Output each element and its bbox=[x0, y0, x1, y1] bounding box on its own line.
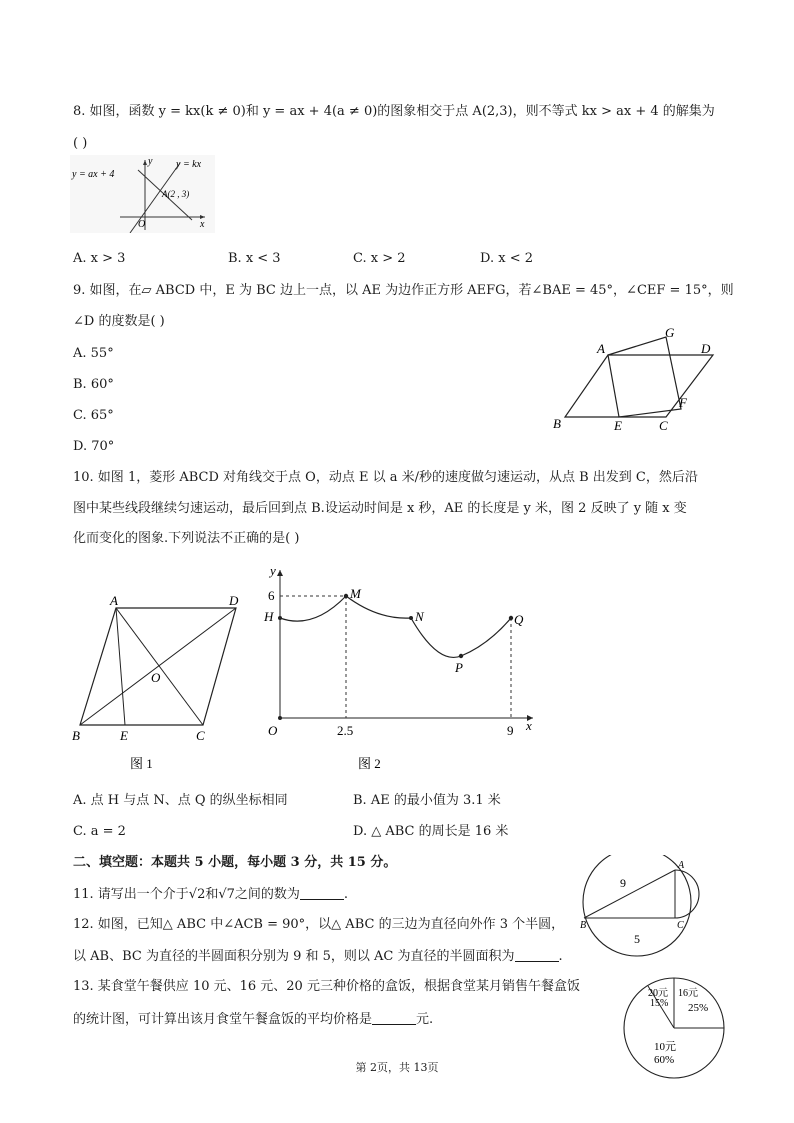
q10-fig1-b: B bbox=[72, 728, 80, 743]
q10-fig1-caption: 图 1 bbox=[130, 756, 153, 771]
q13-answer-blank[interactable] bbox=[372, 1010, 416, 1025]
q13-pie-pct-16: 25% bbox=[688, 1002, 709, 1014]
q13-pie-label-10: 10元 bbox=[654, 1041, 676, 1053]
q8-option-a: A. x > 3 bbox=[73, 251, 126, 266]
q12-line2 bbox=[73, 947, 563, 966]
q10-fig2-tick-x2: 9 bbox=[507, 723, 514, 738]
q12-line1: 12. 如图，已知△ ABC 中∠ACB = 90°，以△ ABC 的三边为直径向外作 3 个半圆， bbox=[73, 917, 565, 932]
q13-unit: 元. bbox=[416, 1012, 434, 1027]
q10-fig1 bbox=[68, 590, 253, 775]
q10-option-d: D. △ ABC 的周长是 16 米 bbox=[353, 824, 509, 839]
q9-option-b: B. 60° bbox=[73, 377, 114, 392]
q10-fig2-caption: 图 2 bbox=[358, 756, 381, 771]
q10-fig2-m: M bbox=[350, 586, 361, 601]
q10-fig1-c: C bbox=[196, 728, 205, 743]
q12-figure bbox=[580, 855, 725, 965]
q10-option-c: C. a = 2 bbox=[73, 824, 126, 839]
q11-line bbox=[73, 885, 348, 904]
page-footer: 第 2页，共 13页 bbox=[355, 1061, 439, 1074]
q11-answer-blank[interactable] bbox=[300, 885, 344, 900]
q9-figure bbox=[548, 322, 728, 437]
q10-fig2-origin: O bbox=[268, 723, 278, 738]
q10-fig2-p: P bbox=[455, 660, 463, 675]
q10-option-a: A. 点 H 与点 N、点 Q 的纵坐标相同 bbox=[73, 793, 288, 808]
q10-fig2-n: N bbox=[415, 609, 424, 624]
q10-fig1-d: D bbox=[229, 593, 239, 608]
q9-label-c: C bbox=[659, 418, 668, 433]
q8-fig-axis-y: y bbox=[148, 156, 153, 167]
q8-paren: ( ) bbox=[73, 136, 88, 151]
q8-stem: 8. 如图，函数 y = kx(k ≠ 0)和 y = ax + 4(a ≠ 0)的图象相交于点 A(2,3)，则不等式 kx > ax + 4 的解集为 bbox=[73, 104, 715, 119]
q10-fig1-a: A bbox=[110, 593, 118, 608]
q10-fig2-axis-y: y bbox=[270, 563, 276, 578]
q10-fig2 bbox=[258, 560, 543, 775]
q8-option-b: B. x < 3 bbox=[228, 251, 281, 266]
q10-fig1-e: E bbox=[120, 728, 128, 743]
q10-fig2-tick-y: 6 bbox=[268, 588, 275, 603]
q13-pie-pct-20: 15% bbox=[650, 998, 669, 1009]
q12-text: 以 AB、BC 为直径的半圆面积分别为 9 和 5，则以 AC 为直径的半圆面积为 bbox=[73, 949, 515, 964]
q10-stem-line1: 10. 如图 1，菱形 ABCD 对角线交于点 O，动点 E 以 a 米/秒的速度做匀速运动，从点 B 出发到 C，然后沿 bbox=[73, 470, 698, 485]
q13-line1: 13. 某食堂午餐供应 10 元、16 元、20 元三种价格的盒饭，根据食堂某月销售午餐盒饭 bbox=[73, 979, 580, 994]
q10-option-b: B. AE 的最小值为 3.1 米 bbox=[353, 793, 501, 808]
q9-option-a: A. 55° bbox=[73, 346, 114, 361]
section2-heading: 二、填空题：本题共 5 小题，每小题 3 分，共 15 分。 bbox=[73, 855, 397, 870]
q12-fig-five: 5 bbox=[634, 932, 640, 946]
q13-pie-pct-10: 60% bbox=[654, 1054, 675, 1066]
q13-text: 的统计图，可计算出该月食堂午餐盒饭的平均价格是 bbox=[73, 1012, 373, 1027]
q9-option-c: C. 65° bbox=[73, 408, 114, 423]
q9-label-f: F bbox=[679, 395, 687, 410]
q11-period: . bbox=[343, 887, 349, 902]
q8-option-c: C. x > 2 bbox=[353, 251, 406, 266]
q12-answer-blank[interactable] bbox=[515, 947, 559, 962]
q10-fig2-axis-x: x bbox=[526, 718, 532, 733]
q8-fig-origin: O bbox=[138, 219, 146, 230]
q13-pie-label-16: 16元 bbox=[678, 988, 698, 999]
q8-fig-label-left: y = ax + 4 bbox=[72, 169, 115, 180]
q12-fig-nine: 9 bbox=[620, 876, 626, 890]
q10-fig2-tick-x1: 2.5 bbox=[337, 723, 354, 738]
q10-fig1-o: O bbox=[151, 670, 161, 685]
q8-option-d: D. x < 2 bbox=[480, 251, 533, 266]
q9-stem-line2: ∠D 的度数是( ) bbox=[73, 314, 165, 329]
q9-label-b: B bbox=[553, 416, 561, 431]
q12-fig-a: A bbox=[678, 860, 685, 871]
q9-option-d: D. 70° bbox=[73, 439, 115, 454]
q9-label-g: G bbox=[665, 325, 675, 340]
q11-text: 11. 请写出一个介于√2和√7之间的数为 bbox=[73, 887, 300, 902]
q9-label-d: D bbox=[701, 341, 711, 356]
q12-fig-b: B bbox=[580, 920, 587, 931]
q10-fig2-q: Q bbox=[514, 612, 524, 627]
q8-figure bbox=[70, 155, 215, 233]
q9-label-a: A bbox=[597, 341, 605, 356]
q8-fig-point: A(2 , 3) bbox=[162, 189, 190, 199]
q13-line2 bbox=[73, 1010, 433, 1029]
q10-fig2-h: H bbox=[264, 609, 274, 624]
q10-stem-line3: 化而变化的图象.下列说法不正确的是( ) bbox=[73, 531, 300, 546]
q8-fig-axis-x: x bbox=[200, 219, 205, 230]
q9-label-e: E bbox=[614, 418, 622, 433]
q10-stem-line2: 图中某些线段继续匀速运动，最后回到点 B.设运动时间是 x 秒，AE 的长度是 y 米，图 2 反映了 y 随 x 变 bbox=[73, 501, 687, 516]
q12-fig-c: C bbox=[677, 920, 684, 931]
q12-period: . bbox=[558, 949, 563, 964]
q9-stem-line1: 9. 如图，在▱ ABCD 中，E 为 BC 边上一点，以 AE 为边作正方形 AEFG，若∠BAE = 45°，∠CEF = 15°，则 bbox=[73, 283, 734, 298]
q13-pie-label-20: 20元 bbox=[648, 988, 668, 999]
q8-fig-label-right: y = kx bbox=[176, 159, 202, 170]
